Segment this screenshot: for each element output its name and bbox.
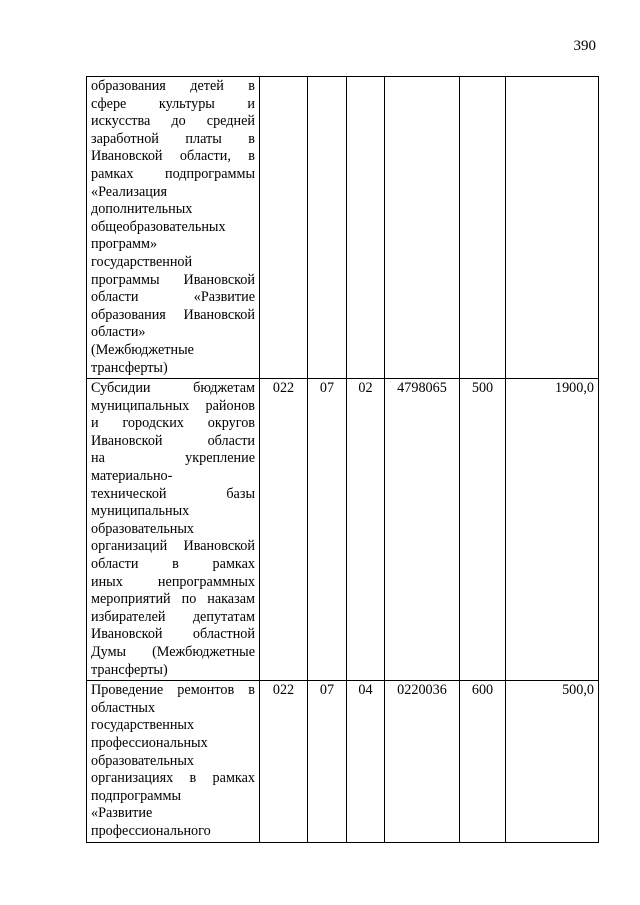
description-line: области» [91,324,146,341]
amount-value [506,77,599,379]
description-line: избирателей депутатам [91,608,255,625]
ministry-code: 022 [260,379,308,681]
description-line: заработной платы в [91,130,255,147]
target-article-code [385,77,460,379]
description-line: муниципальных [91,503,190,520]
expense-type-code: 600 [460,681,506,842]
description-line: организациях в рамках [91,770,255,787]
description-line: трансферты) [91,661,168,678]
description-line: подпрограммы [91,787,181,804]
row-description [87,681,260,842]
description-line: Ивановской областной [91,626,255,643]
subsection-code: 02 [347,379,385,681]
description-line: областных [91,699,156,716]
description-line: мероприятий по наказам [91,591,255,608]
description-line: государственной [91,253,193,270]
section-code: 07 [308,379,347,681]
description-line: образования детей в [91,78,255,94]
description-line: искусства до средней [91,113,255,130]
amount-value: 500,0 [506,681,599,842]
table-row [87,681,599,842]
description-line: области в рамках [91,556,255,573]
section-code [308,77,347,379]
description-line: профессионального [91,822,211,839]
description-line: муниципальных районов [91,397,255,414]
description-line: рамках подпрограммы [91,165,255,182]
description-line: трансферты) [91,359,168,376]
description-line: «Реализация [91,183,167,200]
expense-type-code [460,77,506,379]
budget-table [86,76,599,843]
ministry-code: 022 [260,681,308,842]
description-line: общеобразовательных [91,218,226,235]
section-code: 07 [308,681,347,842]
row-description [87,379,260,681]
table-row [87,379,599,681]
subsection-code [347,77,385,379]
description-line: Субсидии бюджетам [91,380,255,397]
description-line: сфере культуры и [91,95,255,112]
description-line: материально- [91,468,173,485]
description-line: образования Ивановской [91,306,255,323]
expense-type-code: 500 [460,379,506,681]
description-line: (Межбюджетные [91,341,194,358]
description-line: дополнительных [91,201,193,218]
description-line: на укрепление [91,450,255,467]
page-number: 390 [573,38,596,54]
description-line: «Развитие [91,805,153,822]
description-line: образовательных [91,520,195,537]
description-line: Ивановской области [91,432,255,449]
row-description [87,77,260,379]
description-line: программ» [91,236,158,253]
description-line: иных непрограммных [91,573,255,590]
description-line: государственных [91,717,195,734]
subsection-code: 04 [347,681,385,842]
description-line: Проведение ремонтов в [91,682,255,699]
description-line: области «Развитие [91,289,255,306]
description-line: и городских округов [91,415,255,432]
ministry-code [260,77,308,379]
amount-value: 1900,0 [506,379,599,681]
description-line: организаций Ивановской [91,538,255,555]
description-line: Ивановской области, в [91,148,255,165]
description-line: профессиональных [91,734,208,751]
target-article-code: 4798065 [385,379,460,681]
description-line: технической базы [91,485,255,502]
description-line: Думы (Межбюджетные [91,644,255,660]
table-row [87,77,599,379]
target-article-code: 0220036 [385,681,460,842]
description-line: программы Ивановской [91,271,255,288]
description-line: образовательных [91,752,195,769]
